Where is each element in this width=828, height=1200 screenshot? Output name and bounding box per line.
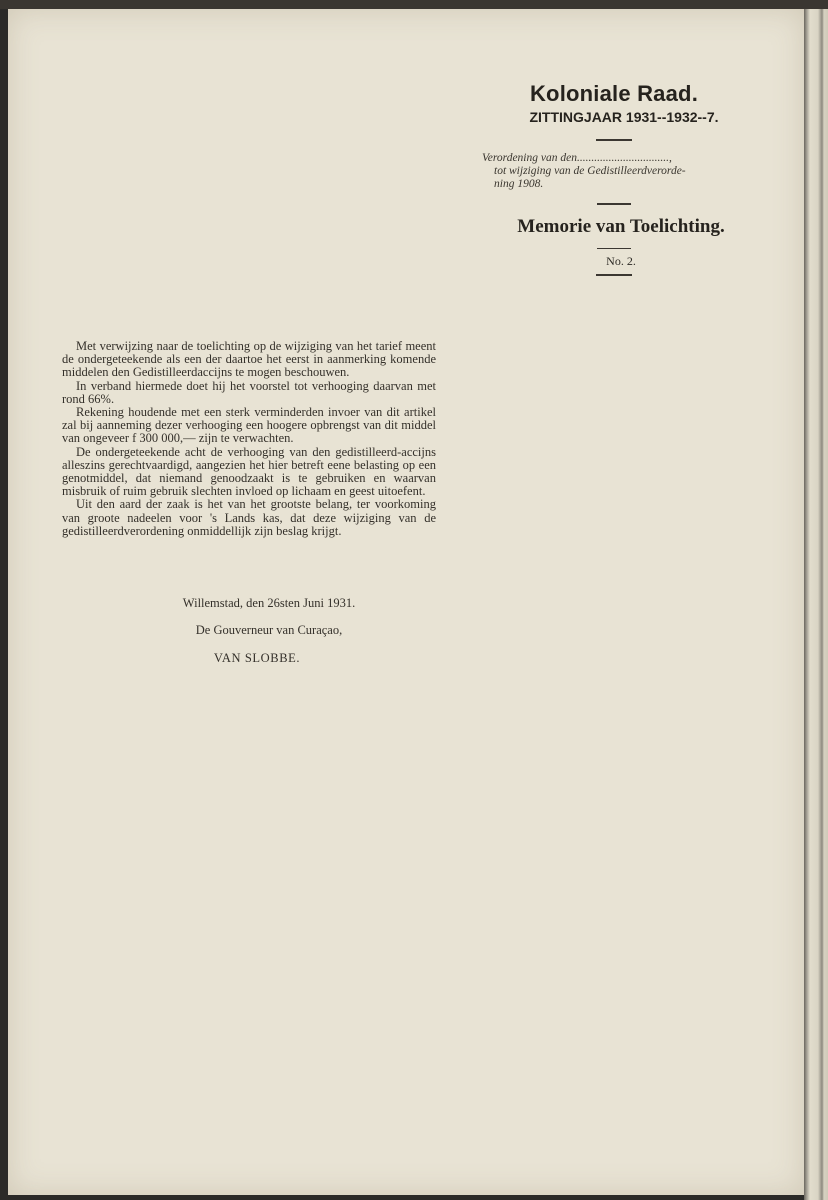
paragraph: In verband hiermede doet hij het voorstel tot verhooging daarvan met rond 66%. <box>62 378 436 406</box>
ordinance-line-2: tot wijziging van de Gedistilleerdverorde- <box>494 165 686 177</box>
document-title: Memorie van Toelichting. <box>517 216 725 237</box>
paragraph: Rekening houdende met een sterk verminderden invoer van dit artikel zal bij aanneming dezer verhooging een hoogere opbrengst van dit middel van ongeveer f 300 000,— zijn te verwachten. <box>62 405 436 446</box>
header-rule <box>597 248 631 249</box>
scan-top-border <box>0 0 828 9</box>
ordinance-description <box>482 152 750 191</box>
paragraph: De ondergeteekende acht de verhooging van den gedistilleerd-accijns alleszins gerechtvaardigd, aangezien het hier betreft eene belasting op een genotmiddel, dat niemand genoodzaakt is te gebruiken en waarvan misbruik of ruim gebruik slechten invloed op lichaam en geest uitoefent. <box>62 444 436 499</box>
signatory-name: VAN SLOBBE. <box>213 651 301 665</box>
header-rule <box>597 203 631 205</box>
header-rule <box>596 274 632 276</box>
document-header <box>478 80 750 276</box>
paragraph: Met verwijzing naar de toelichting op de wijziging van het tarief meent de ondergeteekende als een der daartoe het eerst in aanmerking komende middelen den Gedistilleerdaccijns te mogen beschouwen. <box>62 339 436 380</box>
header-rule <box>596 139 632 141</box>
body-text <box>62 340 436 538</box>
ordinance-line-3: ning 1908. <box>494 178 544 190</box>
place-date: Willemstad, den 26sten Juni 1931. <box>182 596 356 610</box>
session-year: ZITTINGJAAR 1931--1932--7. <box>529 109 719 125</box>
ordinance-line-1: Verordening van den................................, <box>482 152 672 164</box>
document-number: No. 2. <box>606 254 636 268</box>
council-title: Koloniale Raad. <box>529 81 699 106</box>
governor-title: De Gouverneur van Curaçao, <box>195 623 343 637</box>
paragraph: Uit den aard der zaak is het van het grootste belang, ter voorkoming van groote nadeelen voor 's Lands kas, dat deze wijziging van de gedistilleerdverordening onmiddellijk zijn beslag krijgt. <box>62 497 436 538</box>
page-binding-edge <box>804 9 828 1200</box>
